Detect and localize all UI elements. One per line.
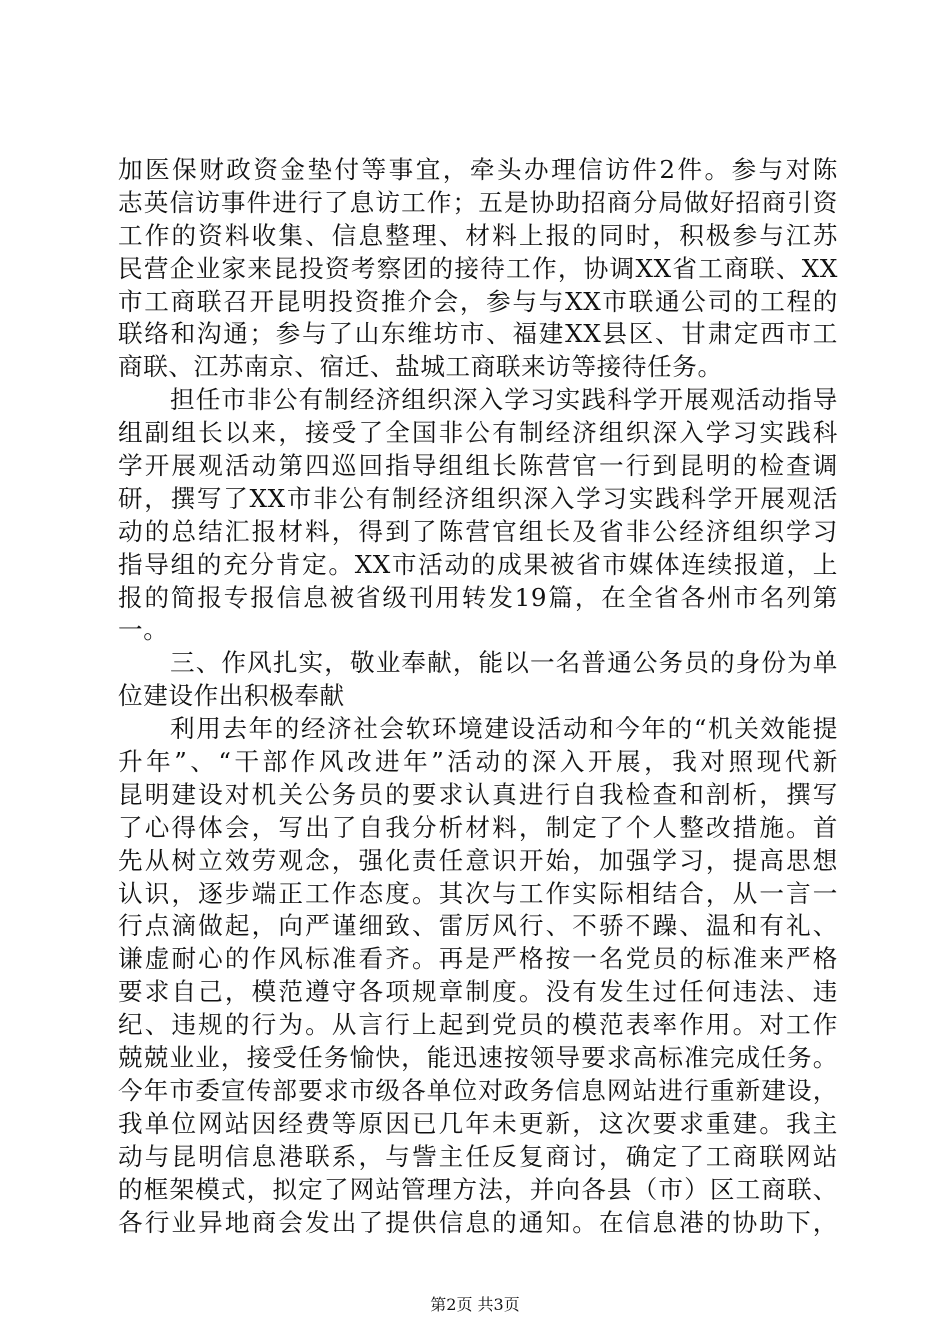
section-heading-line: 位建设作出积极奉献 (118, 681, 345, 711)
text-line: 了心得体会，写出了自我分析材料，制定了个人整改措施。首 (118, 812, 838, 842)
text-line: 升年”、“干部作风改进年”活动的深入开展，我对照现代新 (118, 747, 838, 777)
document-body (118, 154, 838, 1239)
text-line: 加医保财政资金垫付等事宜，牵头办理信访件2件。参与对陈 (118, 155, 838, 184)
text-line: 先从树立效劳观念，强化责任意识开始，加强学习，提高思想 (118, 845, 838, 875)
text-line: 工作的资料收集、信息整理、材料上报的同时，积极参与江苏 (118, 220, 838, 250)
text-line: 指导组的充分肯定。XX市活动的成果被省市媒体连续报道，上 (118, 549, 838, 579)
text-line: 志英信访事件进行了息访工作；五是协助招商分局做好招商引资 (118, 187, 838, 217)
text-line: 利用去年的经济社会软环境建设活动和今年的“机关效能提 (170, 714, 838, 744)
text-line: 动的总结汇报材料，得到了陈营官组长及省非公经济组织学习 (118, 516, 838, 546)
section-heading-line: 三、作风扎实，敬业奉献，能以一名普通公务员的身份为单 (170, 648, 838, 678)
text-line: 组副组长以来，接受了全国非公有制经济组织深入学习实践科 (118, 418, 838, 448)
page-footer: 第2页 共3页 (430, 1295, 520, 1314)
text-line: 要求自己，模范遵守各项规章制度。没有发生过任何违法、违 (118, 977, 838, 1007)
text-line: 市工商联召开昆明投资推介会，参与与XX市联通公司的工程的 (118, 286, 838, 316)
text-line: 今年市委宣传部要求市级各单位对政务信息网站进行重新建设， (118, 1075, 838, 1105)
text-line: 商联、江苏南京、宿迁、盐城工商联来访等接待任务。 (118, 352, 723, 382)
text-line: 我单位网站因经费等原因已几年未更新，这次要求重建。我主 (118, 1108, 838, 1138)
text-line: 昆明建设对机关公务员的要求认真进行自我检查和剖析，撰写 (118, 779, 838, 809)
text-line: 联络和沟通；参与了山东维坊市、福建XX县区、甘肃定西市工 (118, 319, 838, 349)
text-line: 一。 (118, 615, 169, 645)
text-line: 担任市非公有制经济组织深入学习实践科学开展观活动指导 (170, 385, 838, 415)
text-line: 民营企业家来昆投资考察团的接待工作，协调XX省工商联、XX (118, 253, 838, 283)
text-line: 动与昆明信息港联系，与訾主任反复商讨，确定了工商联网站 (118, 1141, 838, 1171)
text-line: 的框架模式，拟定了网站管理方法，并向各县（市）区工商联、 (118, 1174, 838, 1204)
text-line: 认识，逐步端正工作态度。其次与工作实际相结合，从一言一 (118, 878, 838, 908)
text-line: 兢兢业业，接受任务愉快，能迅速按领导要求高标准完成任务。 (118, 1043, 838, 1073)
text-line: 研，撰写了XX市非公有制经济组织深入学习实践科学开展观活 (118, 483, 838, 513)
text-line: 各行业异地商会发出了提供信息的通知。在信息港的协助下， (118, 1207, 838, 1237)
text-line: 谦虚耐心的作风标准看齐。再是严格按一名党员的标准来严格 (118, 944, 838, 974)
text-line: 报的简报专报信息被省级刊用转发19篇，在全省各州市名列第 (118, 582, 838, 612)
text-line: 纪、违规的行为。从言行上起到党员的模范表率作用。对工作 (118, 1010, 838, 1040)
text-line: 学开展观活动第四巡回指导组组长陈营官一行到昆明的检查调 (118, 451, 838, 481)
text-line: 行点滴做起，向严谨细致、雷厉风行、不骄不躁、温和有礼、 (118, 911, 838, 941)
